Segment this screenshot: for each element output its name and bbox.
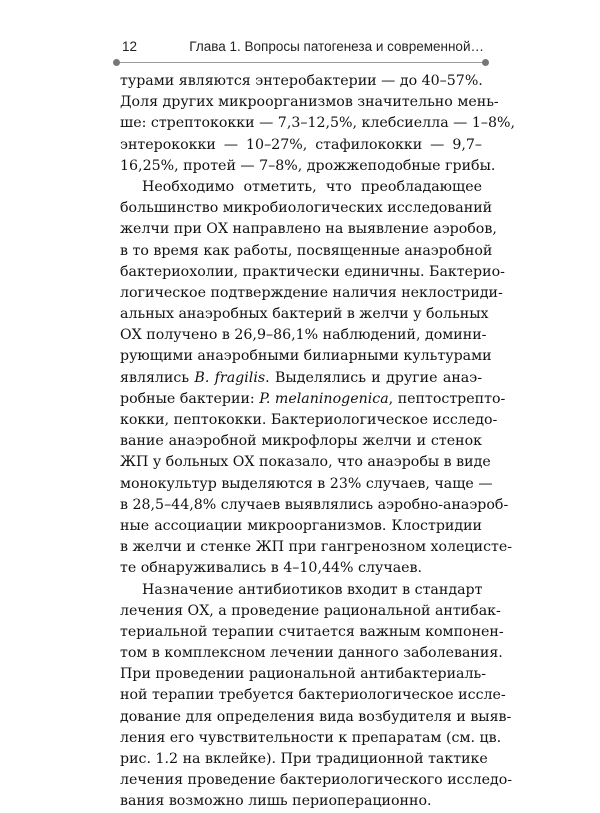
header-rule-left-dot <box>113 59 120 66</box>
text-line: в то время как работы, посвященные анаэробной <box>120 242 493 259</box>
text-line: энтерококки — 10–27%, стафилококки — 9,7– <box>120 136 482 153</box>
text-line: лечения ОХ, а проведение рациональной антибак- <box>120 602 501 619</box>
text-line: вание анаэробной микрофлоры желчи и стенок <box>120 433 482 450</box>
text-line: рующими анаэробными билиарными культурами <box>120 348 492 365</box>
text-line: ОХ получено в 26,9–86,1% наблюдений, домини- <box>120 327 487 344</box>
text-line: в 28,5–44,8% случаев выявлялись аэробно-анаэроб- <box>120 496 509 513</box>
text-line: дование для определения вида возбудителя и выяв- <box>120 708 512 725</box>
text-line: ной терапии требуется бактериологическое иссле- <box>120 687 506 704</box>
text-line: кокки, пептококки. Бактериологическое исследо- <box>120 412 498 428</box>
text-line: Необходимо отметить, что преобладающее <box>142 178 482 195</box>
text-line: териальной терапии считается важным компонен- <box>120 623 504 640</box>
text-line: являлись B. fragilis. Выделялись и другие анаэ- <box>120 369 482 386</box>
text-line: том в комплексном лечении данного заболевания. <box>120 645 503 662</box>
text-line: монокультур выделяются в 23% случаев, чаще — <box>120 475 493 492</box>
italic-species-name: P. melaninogenica <box>259 390 389 407</box>
text-line: большинство микробиологических исследований <box>120 200 493 217</box>
text-line: альных анаэробных бактерий в желчи у больных <box>120 306 489 323</box>
text-line: рис. 1.2 на вклейке). При традиционной тактике <box>120 751 488 767</box>
text-line: лечения проведение бактериологического исследо- <box>120 772 513 789</box>
text-line: При проведении рациональной антибактериаль- <box>120 666 487 683</box>
text-line: вания возможно лишь периоперационно. <box>120 793 432 810</box>
page-number: 12 <box>122 39 138 54</box>
text-line: те обнаруживались в 4–10,44% случаев. <box>120 560 423 577</box>
text-line: логическое подтверждение наличия неклостриди- <box>120 284 503 301</box>
text-line: желчи при ОХ направлено на выявление аэробов, <box>120 221 497 238</box>
text-line: Назначение антибиотиков входит в стандарт <box>142 581 483 598</box>
chapter-title: Глава 1. Вопросы патогенеза и современной… <box>189 39 484 54</box>
running-header <box>120 39 484 59</box>
text-line: ные ассоциации микроорганизмов. Клостридии <box>120 517 482 534</box>
header-rule <box>117 62 485 63</box>
text-line: робные бактерии: P. melaninogenica, пептострепто- <box>120 390 506 407</box>
text-line: ЖП у больных ОХ показало, что анаэробы в виде <box>120 454 491 471</box>
text-line: ления его чувствительности к препаратам (см. цв. <box>120 729 502 746</box>
italic-species-name: B. fragilis <box>194 369 266 386</box>
text-line: в желчи и стенке ЖП при гангренозном холецисте- <box>120 539 513 556</box>
body-text <box>120 71 515 813</box>
text-line: ше: стрептококки — 7,3–12,5%, клебсиелла — 1–8%, <box>120 115 515 132</box>
text-line: Доля других микроорганизмов значительно мень- <box>120 94 499 111</box>
header-rule-right-dot <box>482 59 489 66</box>
text-line: бактериохолии, практически единичны. Бактерио- <box>120 263 505 280</box>
text-line: турами являются энтеробактерии — до 40–57%. <box>120 73 483 89</box>
text-line: 16,25%, протей — 7–8%, дрожжеподобные грибы. <box>120 157 496 174</box>
